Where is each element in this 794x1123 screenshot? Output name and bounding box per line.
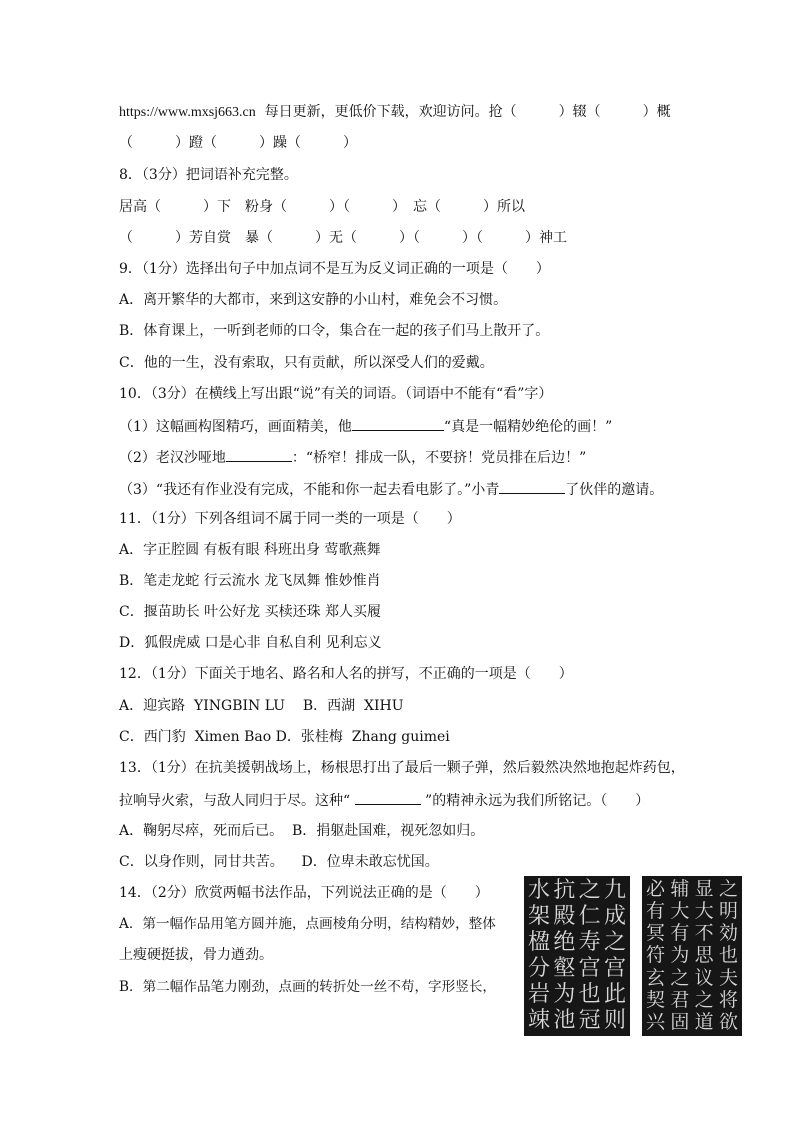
- q10-3-text: （3）“我还有作业没有完成，不能和你一起去看电影了。”小青: [119, 482, 500, 498]
- calligraphy-glyph: 仁: [578, 904, 601, 929]
- calligraphy-column: [670, 878, 689, 1034]
- calligraphy-glyph: 议: [694, 966, 714, 989]
- calligraphy-column: [528, 878, 550, 1034]
- q11-option-b: B．笔走龙蛇 行云流水 龙飞凤舞 惟妙惟肖: [119, 573, 381, 589]
- calligraphy-glyph: 绝: [553, 930, 576, 955]
- question-12: 12．（1分）下面关于地名、路名和人名的拼写，不正确的一项是（ ）: [119, 666, 573, 682]
- calligraphy-glyph: 九: [603, 878, 626, 903]
- q10-2-text: （2）老汉沙哑地: [119, 450, 226, 466]
- calligraphy-glyph: 寿: [578, 930, 601, 955]
- calligraphy-work-1: [524, 876, 630, 1036]
- calligraphy-glyph: 必: [646, 877, 666, 900]
- calligraphy-glyph: 此: [603, 982, 626, 1007]
- calligraphy-glyph: 君: [670, 989, 690, 1012]
- calligraphy-glyph: 之: [603, 930, 626, 955]
- calligraphy-column: [553, 878, 575, 1034]
- calligraphy-glyph: 有: [670, 922, 690, 945]
- answer-blank[interactable]: [352, 416, 444, 431]
- calligraphy-glyph: 楹: [528, 930, 551, 955]
- calligraphy-column: [719, 878, 738, 1034]
- answer-blank[interactable]: [355, 790, 421, 805]
- calligraphy-glyph: 也: [718, 944, 738, 967]
- calligraphy-glyph: 有: [646, 899, 666, 922]
- question-8: 8．（3分）把词语补充完整。: [119, 167, 298, 183]
- calligraphy-glyph: 宫: [578, 956, 601, 981]
- q7-continuation: （ ）蹬（ ）躁（ ）: [119, 135, 357, 151]
- q10-item-3: [119, 479, 663, 499]
- q9-option-b: B．体育课上，一听到老师的口令，集合在一起的孩子们马上散开了。: [119, 323, 550, 339]
- calligraphy-glyph: 显: [694, 877, 714, 900]
- header-text: 每日更新，更低价下载，欢迎访问。抢（ ）辍（ ）概: [255, 104, 671, 120]
- calligraphy-glyph: 架: [528, 904, 551, 929]
- question-14: 14．（2分）欣赏两幅书法作品，下列说法正确的是（ ）: [119, 885, 489, 901]
- calligraphy-glyph: 水: [528, 878, 551, 903]
- calligraphy-glyph: 竦: [528, 1008, 551, 1033]
- question-10: 10．（3分）在横线上写出跟“说”有关的词语。（词语中不能有“看”字）: [119, 386, 553, 402]
- answer-blank[interactable]: [499, 479, 565, 494]
- calligraphy-glyph: 大: [694, 899, 714, 922]
- q10-1-quote: “真是一幅精妙绝伦的画！”: [443, 419, 613, 435]
- calligraphy-glyph: 符: [646, 944, 666, 967]
- calligraphy-glyph: 宫: [603, 956, 626, 981]
- calligraphy-column: [646, 878, 665, 1034]
- calligraphy-glyph: 之: [718, 877, 738, 900]
- q10-2-quote: ：“桥窄！排成一队，不要挤！党员排在后边！”: [291, 450, 587, 466]
- calligraphy-glyph: 明: [718, 899, 738, 922]
- calligraphy-glyph: 辅: [670, 877, 690, 900]
- calligraphy-glyph: 之: [670, 966, 690, 989]
- calligraphy-glyph: 分: [528, 956, 551, 981]
- calligraphy-glyph: 効: [718, 922, 738, 945]
- q10-3-tail: 了伙伴的邀请。: [565, 482, 664, 498]
- calligraphy-glyph: 也: [578, 982, 601, 1007]
- calligraphy-column: [604, 878, 626, 1034]
- q13-options-cd: C．以身作则，同甘共苦。 D．位卑未敢忘忧国。: [119, 854, 439, 870]
- calligraphy-glyph: 固: [670, 1011, 690, 1034]
- q10-1-text: （1）这幅画构图精巧，画面精美，他: [119, 419, 352, 435]
- q8-line-2: （ ）芳自赏 暴（ ）无（ ）（ ）（ ）神工: [119, 230, 567, 246]
- calligraphy-column: [579, 878, 601, 1034]
- calligraphy-glyph: 欲: [718, 1011, 738, 1034]
- question-9: 9．（1分）选择出句子中加点词不是互为反义词正确的一项是（ ）: [119, 261, 550, 277]
- q12-options-cd: C．西门豹 Ximen Bao D．张桂梅 Zhang guimei: [119, 729, 450, 745]
- calligraphy-glyph: 岩: [528, 982, 551, 1007]
- calligraphy-glyph: 兴: [646, 1011, 666, 1034]
- calligraphy-work-2: [642, 876, 742, 1036]
- q14-option-b-line-1: B．第二幅作品笔力刚劲，点画的转折处一丝不苟，字形竖长，: [119, 979, 497, 995]
- calligraphy-glyph: 抗: [553, 878, 576, 903]
- calligraphy-glyph: 玄: [646, 966, 666, 989]
- calligraphy-glyph: 之: [578, 878, 601, 903]
- q13-tail: ”的精神永远为我们所铭记。（ ）: [420, 793, 650, 809]
- calligraphy-glyph: 大: [670, 899, 690, 922]
- q9-option-a: A．离开繁华的大都市，来到这安静的小山村，难免会不习惯。: [119, 292, 508, 308]
- q13-line-2: [119, 790, 649, 810]
- calligraphy-glyph: 壑: [553, 956, 576, 981]
- calligraphy-glyph: 冠: [578, 1008, 601, 1033]
- calligraphy-glyph: 为: [553, 982, 576, 1007]
- q13-text: 拉响导火索，与敌人同归于尽。这种“: [119, 793, 355, 809]
- q13-options-ab: A．鞠躬尽瘁，死而后已。 B．捐躯赴国难，视死忽如归。: [119, 823, 485, 839]
- q8-line-1: 居高（ ）下 粉身（ ）（ ） 忘（ ）所以: [119, 199, 525, 215]
- calligraphy-glyph: 道: [694, 1011, 714, 1034]
- q11-option-d: D．狐假虎威 口是心非 自私自利 见利忘义: [119, 635, 382, 651]
- calligraphy-glyph: 之: [694, 989, 714, 1012]
- calligraphy-glyph: 夫: [718, 966, 738, 989]
- q12-options-ab: A．迎宾路 YINGBIN LU B．西湖 XIHU: [119, 698, 404, 714]
- question-13: 13．（1分）在抗美援朝战场上，杨根思打出了最后一颗子弹，然后毅然决然地抱起炸药包，: [119, 760, 685, 776]
- calligraphy-glyph: 不: [694, 922, 714, 945]
- q14-option-a-line-2: 上瘦硬挺拔，骨力遒劲。: [119, 947, 273, 963]
- q14-option-a-line-1: A．第一幅作品用笔方圆并施，点画棱角分明，结构精妙，整体: [119, 916, 496, 932]
- calligraphy-glyph: 殿: [553, 904, 576, 929]
- q11-option-a: A．字正腔圆 有板有眼 科班出身 莺歌燕舞: [119, 542, 381, 558]
- calligraphy-glyph: 则: [603, 1008, 626, 1033]
- header-line: [119, 103, 671, 122]
- calligraphy-glyph: 契: [646, 989, 666, 1012]
- calligraphy-column: [695, 878, 714, 1034]
- calligraphy-glyph: 冥: [646, 922, 666, 945]
- site-url[interactable]: https://www.mxsj663.cn: [119, 105, 256, 120]
- q9-option-c: C．他的一生，没有索取，只有贡献，所以深受人们的爱戴。: [119, 355, 494, 371]
- calligraphy-glyph: 为: [670, 944, 690, 967]
- q11-option-c: C．揠苗助长 叶公好龙 买椟还珠 郑人买履: [119, 604, 382, 620]
- answer-blank[interactable]: [226, 447, 292, 462]
- q10-item-1: [119, 416, 612, 436]
- calligraphy-glyph: 池: [553, 1008, 576, 1033]
- q10-item-2: [119, 447, 586, 467]
- calligraphy-glyph: 思: [694, 944, 714, 967]
- calligraphy-glyph: 成: [603, 904, 626, 929]
- question-11: 11．（1分）下列各组词不属于同一类的一项是（ ）: [119, 511, 461, 527]
- calligraphy-glyph: 将: [718, 989, 738, 1012]
